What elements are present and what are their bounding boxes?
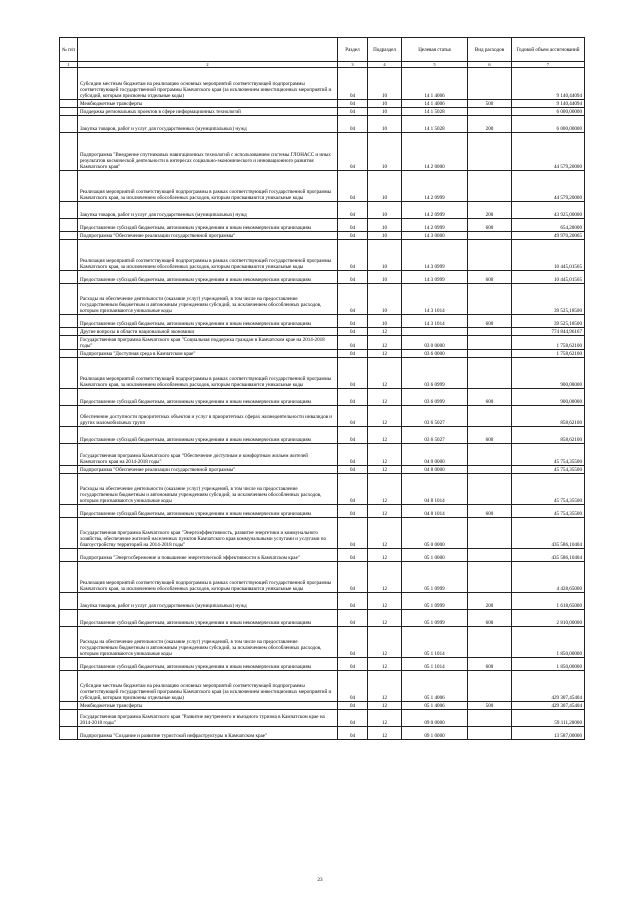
- row-amount-cell: 1 618,65000: [512, 593, 585, 610]
- row-section-cell: 04: [338, 466, 368, 474]
- row-number-cell: [60, 232, 78, 240]
- row-subsection-cell: 10: [368, 108, 402, 116]
- row-number-cell: [60, 315, 78, 328]
- row-number-cell: [60, 610, 78, 627]
- budget-table: [59, 37, 585, 740]
- row-amount-cell: 774 844,96167: [512, 328, 585, 336]
- row-number-cell: [60, 116, 78, 133]
- row-subsection-cell: 10: [368, 133, 402, 171]
- row-amount-cell: 49 970,20065: [512, 232, 585, 240]
- row-section-cell: 04: [338, 202, 368, 219]
- header-target-article: Целевая статья: [402, 38, 468, 62]
- row-section-cell: 04: [338, 171, 368, 202]
- header-section: Раздел: [338, 38, 368, 62]
- table-row: [60, 358, 585, 389]
- row-section-cell: 04: [338, 627, 368, 658]
- row-name-cell: Расходы на обеспечение деятельности (оказание услуг) учреждений, в том числе на предоставление государственным бюджетным и автономным учреждениям субсидий, за исключением обособленных расходов, которым присваиваются уникальные коды: [78, 284, 338, 315]
- row-name-cell: Другие вопросы в области национальной экономики: [78, 328, 338, 336]
- row-name-cell: Подпрограмма "Обеспечение реализации государственной программы": [78, 232, 338, 240]
- row-section-cell: 04: [338, 133, 368, 171]
- row-target-article-cell: 14 3 0999: [402, 240, 468, 271]
- row-section-cell: 04: [338, 232, 368, 240]
- row-expense-type-cell: 200: [468, 202, 512, 219]
- column-index: 5: [402, 62, 468, 68]
- row-number-cell: [60, 171, 78, 202]
- row-expense-type-cell: [468, 68, 512, 100]
- row-number-cell: [60, 658, 78, 671]
- row-expense-type-cell: [468, 710, 512, 727]
- row-subsection-cell: 10: [368, 271, 402, 284]
- row-target-article-cell: 05 1 4006: [402, 702, 468, 710]
- row-target-article-cell: 04 8 1014: [402, 505, 468, 518]
- row-name-cell: Предоставление субсидий бюджетным, автономным учреждениям и иным некоммерческим организациям: [78, 427, 338, 444]
- row-name-cell: Подпрограмма "Энергосбережение и повышение энергетической эффективности в Камчатском крае": [78, 549, 338, 562]
- row-name-cell: Государственная программа Камчатского края "Энергоэффективность, развитие энергетики и коммунального хозяйства, обеспечение жителей населенных пунктов Камчатского края коммунальными услугами и услугами по благоустройству территорий на 2014-2018 годы": [78, 518, 338, 549]
- row-amount-cell: 45 754,35500: [512, 505, 585, 518]
- row-name-cell: Реализация мероприятий соответствующей подпрограммы в рамках соответствующей государственной программы Камчатского края, за исключением обособленных расходов, которым присваиваются уникальные коды: [78, 171, 338, 202]
- row-subsection-cell: 10: [368, 68, 402, 100]
- table-header-row: [60, 38, 585, 62]
- row-number-cell: [60, 627, 78, 658]
- row-subsection-cell: 12: [368, 627, 402, 658]
- row-name-cell: Расходы на обеспечение деятельности (оказание услуг) учреждений, в том числе на предоставление государственным бюджетным и автономным учреждениям субсидий, за исключением обособленных расходов, которым присваиваются уникальные коды: [78, 474, 338, 505]
- row-expense-type-cell: [468, 240, 512, 271]
- row-name-cell: Субсидии местным бюджетам на реализацию основных мероприятий соответствующей подпрограммы соответствующей государственной программы Камчатского края (за исключением инвестиционных мероприятий и субсидий, которым присвоены отдельные коды): [78, 671, 338, 702]
- column-index: 4: [368, 62, 402, 68]
- row-number-cell: [60, 219, 78, 232]
- row-amount-cell: 900,00000: [512, 358, 585, 389]
- row-name-cell: Расходы на обеспечение деятельности (оказание услуг) учреждений, в том числе на предоставление государственным бюджетным и автономным учреждениям субсидий, за исключением обособленных расходов, которым присваиваются уникальные коды: [78, 627, 338, 658]
- row-section-cell: 04: [338, 406, 368, 427]
- row-section-cell: 04: [338, 710, 368, 727]
- row-number-cell: [60, 328, 78, 336]
- row-section-cell: 04: [338, 284, 368, 315]
- row-name-cell: Межбюджетные трансферты: [78, 702, 338, 710]
- row-subsection-cell: 12: [368, 474, 402, 505]
- row-expense-type-cell: 200: [468, 116, 512, 133]
- row-number-cell: [60, 710, 78, 727]
- table-row: [60, 671, 585, 702]
- table-row: [60, 350, 585, 358]
- row-number-cell: [60, 336, 78, 350]
- row-amount-cell: 429 307,45404: [512, 671, 585, 702]
- row-expense-type-cell: [468, 474, 512, 505]
- row-name-cell: Закупка товаров, работ и услуг для государственных (муниципальных) нужд: [78, 593, 338, 610]
- row-name-cell: Государственная программа Камчатского края "Развитие внутреннего и въездного туризма в Камчатском крае на 2014-2018 годы": [78, 710, 338, 727]
- header-name: [78, 38, 338, 62]
- row-section-cell: 04: [338, 271, 368, 284]
- row-subsection-cell: 12: [368, 610, 402, 627]
- column-index: 1: [60, 62, 78, 68]
- table-row: [60, 702, 585, 710]
- row-subsection-cell: 12: [368, 549, 402, 562]
- row-target-article-cell: 09 0 0000: [402, 710, 468, 727]
- row-name-cell: Государственная программа Камчатского края "Социальная поддержка граждан в Камчатском крае на 2014-2018 годы": [78, 336, 338, 350]
- table-row: [60, 108, 585, 116]
- row-subsection-cell: 10: [368, 219, 402, 232]
- row-amount-cell: 1 758,62100: [512, 336, 585, 350]
- row-subsection-cell: 10: [368, 116, 402, 133]
- row-expense-type-cell: [468, 358, 512, 389]
- table-body: [60, 68, 585, 740]
- row-section-cell: 04: [338, 108, 368, 116]
- row-number-cell: [60, 100, 78, 108]
- row-target-article-cell: 14 3 0000: [402, 232, 468, 240]
- row-target-article-cell: 05 1 0999: [402, 562, 468, 593]
- row-section-cell: 04: [338, 444, 368, 466]
- row-number-cell: [60, 727, 78, 740]
- row-subsection-cell: 10: [368, 171, 402, 202]
- column-index: 6: [468, 62, 512, 68]
- table-row: [60, 627, 585, 658]
- row-expense-type-cell: [468, 350, 512, 358]
- table-row: [60, 474, 585, 505]
- row-number-cell: [60, 549, 78, 562]
- row-target-article-cell: 03 6 0999: [402, 389, 468, 406]
- row-subsection-cell: 12: [368, 702, 402, 710]
- table-row: [60, 240, 585, 271]
- row-subsection-cell: 12: [368, 444, 402, 466]
- row-name-cell: Реализация мероприятий соответствующей подпрограммы в рамках соответствующей государственной программы Камчатского края, за исключением обособленных расходов, которым присваиваются уникальные коды: [78, 240, 338, 271]
- row-name-cell: Подпрограмма "Создание и развитие туристской инфраструктуры в Камчатском крае": [78, 727, 338, 740]
- row-target-article-cell: 14 1 4006: [402, 68, 468, 100]
- row-target-article-cell: 05 1 0000: [402, 549, 468, 562]
- row-section-cell: 04: [338, 336, 368, 350]
- row-number-cell: [60, 406, 78, 427]
- row-subsection-cell: 12: [368, 593, 402, 610]
- row-expense-type-cell: [468, 171, 512, 202]
- row-subsection-cell: 12: [368, 358, 402, 389]
- table-row: [60, 444, 585, 466]
- row-number-cell: [60, 466, 78, 474]
- row-subsection-cell: 12: [368, 518, 402, 549]
- row-target-article-cell: 04 8 0000: [402, 466, 468, 474]
- table-row: [60, 171, 585, 202]
- row-expense-type-cell: 500: [468, 100, 512, 108]
- row-section-cell: 04: [338, 727, 368, 740]
- row-amount-cell: 2 810,00000: [512, 610, 585, 627]
- row-section-cell: 04: [338, 315, 368, 328]
- row-section-cell: 04: [338, 610, 368, 627]
- row-amount-cell: 9 140,44094: [512, 68, 585, 100]
- row-amount-cell: 44 579,20000: [512, 171, 585, 202]
- row-amount-cell: 10 445,01565: [512, 240, 585, 271]
- row-expense-type-cell: [468, 518, 512, 549]
- row-number-cell: [60, 284, 78, 315]
- header-expense-type: Вид расходов: [468, 38, 512, 62]
- table-row: [60, 406, 585, 427]
- row-section-cell: 04: [338, 240, 368, 271]
- row-number-cell: [60, 702, 78, 710]
- row-section-cell: 04: [338, 658, 368, 671]
- row-amount-cell: 435 586,10404: [512, 549, 585, 562]
- row-name-cell: Субсидии местным бюджетам на реализацию основных мероприятий соответствующей подпрограммы соответствующей государственной программы Камчатского края (за исключением инвестиционных мероприятий и субсидий, которым присвоены отдельные коды): [78, 68, 338, 100]
- row-expense-type-cell: [468, 284, 512, 315]
- row-expense-type-cell: 600: [468, 505, 512, 518]
- row-subsection-cell: 12: [368, 671, 402, 702]
- row-number-cell: [60, 518, 78, 549]
- row-target-article-cell: 05 1 1014: [402, 658, 468, 671]
- row-name-cell: Предоставление субсидий бюджетным, автономным учреждениям и иным некоммерческим организациям: [78, 389, 338, 406]
- row-expense-type-cell: [468, 133, 512, 171]
- column-index: 3: [338, 62, 368, 68]
- table-row: [60, 328, 585, 336]
- row-number-cell: [60, 350, 78, 358]
- row-target-article-cell: 03 6 5027: [402, 406, 468, 427]
- row-expense-type-cell: 600: [468, 315, 512, 328]
- row-number-cell: [60, 358, 78, 389]
- row-subsection-cell: 12: [368, 710, 402, 727]
- row-subsection-cell: 12: [368, 336, 402, 350]
- page-number: 23: [317, 877, 323, 883]
- row-section-cell: 04: [338, 389, 368, 406]
- row-subsection-cell: 12: [368, 505, 402, 518]
- row-target-article-cell: 14 1 4006: [402, 100, 468, 108]
- header-annual-amount: Годовой объем ассигнований: [512, 38, 585, 62]
- row-section-cell: 04: [338, 702, 368, 710]
- row-target-article-cell: 04 8 1014: [402, 474, 468, 505]
- row-amount-cell: 1 850,00000: [512, 658, 585, 671]
- table-row: [60, 427, 585, 444]
- row-expense-type-cell: 600: [468, 658, 512, 671]
- row-subsection-cell: 12: [368, 727, 402, 740]
- row-section-cell: 04: [338, 505, 368, 518]
- row-number-cell: [60, 389, 78, 406]
- row-section-cell: 04: [338, 671, 368, 702]
- row-expense-type-cell: [468, 466, 512, 474]
- row-subsection-cell: 12: [368, 389, 402, 406]
- row-amount-cell: 6 000,00000: [512, 116, 585, 133]
- table-row: [60, 710, 585, 727]
- table-row: [60, 549, 585, 562]
- table-row: [60, 315, 585, 328]
- row-number-cell: [60, 593, 78, 610]
- row-number-cell: [60, 271, 78, 284]
- row-subsection-cell: 10: [368, 240, 402, 271]
- table-row: [60, 271, 585, 284]
- column-index: 7: [512, 62, 585, 68]
- row-amount-cell: 900,00000: [512, 389, 585, 406]
- row-section-cell: 04: [338, 350, 368, 358]
- row-amount-cell: 45 754,35500: [512, 466, 585, 474]
- row-section-cell: 04: [338, 518, 368, 549]
- table-row: [60, 202, 585, 219]
- table-row: [60, 100, 585, 108]
- row-subsection-cell: 12: [368, 562, 402, 593]
- row-section-cell: 04: [338, 68, 368, 100]
- row-section-cell: 04: [338, 116, 368, 133]
- row-amount-cell: 858,62100: [512, 406, 585, 427]
- row-target-article-cell: 05 1 0999: [402, 610, 468, 627]
- row-subsection-cell: 12: [368, 328, 402, 336]
- row-amount-cell: 13 587,00000: [512, 727, 585, 740]
- row-number-cell: [60, 505, 78, 518]
- row-name-cell: Поддержка региональных проектов в сфере информационных технологий: [78, 108, 338, 116]
- row-subsection-cell: 12: [368, 466, 402, 474]
- row-name-cell: Предоставление субсидий бюджетным, автономным учреждениям и иным некоммерческим организациям: [78, 505, 338, 518]
- row-number-cell: [60, 133, 78, 171]
- row-target-article-cell: 14 2 0000: [402, 133, 468, 171]
- row-amount-cell: 10 445,01565: [512, 271, 585, 284]
- row-expense-type-cell: 600: [468, 219, 512, 232]
- row-expense-type-cell: [468, 108, 512, 116]
- row-expense-type-cell: 600: [468, 610, 512, 627]
- row-number-cell: [60, 671, 78, 702]
- row-name-cell: Подпрограмма "Внедрение спутниковых навигационных технологий с использованием системы ГЛОНАСС и иных результатов космической деятельности в интересах социально-экономического и инновационного развития Камчатского края": [78, 133, 338, 171]
- row-expense-type-cell: [468, 627, 512, 658]
- row-section-cell: 04: [338, 100, 368, 108]
- row-target-article-cell: 05 1 4006: [402, 671, 468, 702]
- column-index: 2: [78, 62, 338, 68]
- row-target-article-cell: 05 0 0000: [402, 518, 468, 549]
- row-section-cell: 04: [338, 328, 368, 336]
- table-row: [60, 389, 585, 406]
- row-name-cell: Предоставление субсидий бюджетным, автономным учреждениям и иным некоммерческим организациям: [78, 315, 338, 328]
- row-target-article-cell: 14 1 5028: [402, 108, 468, 116]
- row-name-cell: Реализация мероприятий соответствующей подпрограммы в рамках соответствующей государственной программы Камчатского края, за исключением обособленных расходов, которым присваиваются уникальные коды: [78, 358, 338, 389]
- row-name-cell: Подпрограмма "Обеспечение реализации государственной программы": [78, 466, 338, 474]
- row-section-cell: 04: [338, 562, 368, 593]
- table-row: [60, 466, 585, 474]
- table-row: [60, 562, 585, 593]
- row-expense-type-cell: [468, 727, 512, 740]
- row-amount-cell: 4 428,65000: [512, 562, 585, 593]
- header-num: № п/п: [60, 38, 78, 62]
- row-amount-cell: 6 000,00000: [512, 108, 585, 116]
- row-section-cell: 04: [338, 474, 368, 505]
- row-expense-type-cell: [468, 671, 512, 702]
- table-row: [60, 593, 585, 610]
- row-name-cell: Предоставление субсидий бюджетным, автономным учреждениям и иным некоммерческим организациям: [78, 610, 338, 627]
- budget-document: [59, 37, 584, 740]
- row-target-article-cell: 03 6 0000: [402, 350, 468, 358]
- row-target-article-cell: 09 1 0000: [402, 727, 468, 740]
- table-row: [60, 505, 585, 518]
- row-name-cell: Подпрограмма "Доступная среда в Камчатском крае": [78, 350, 338, 358]
- row-subsection-cell: 12: [368, 406, 402, 427]
- row-subsection-cell: 12: [368, 427, 402, 444]
- row-name-cell: Предоставление субсидий бюджетным, автономным учреждениям и иным некоммерческим организациям: [78, 219, 338, 232]
- row-amount-cell: 1 850,00000: [512, 627, 585, 658]
- row-amount-cell: 9 140,44094: [512, 100, 585, 108]
- row-amount-cell: 429 307,45404: [512, 702, 585, 710]
- row-subsection-cell: 12: [368, 350, 402, 358]
- row-amount-cell: 59 111,20000: [512, 710, 585, 727]
- table-row: [60, 284, 585, 315]
- row-section-cell: 04: [338, 593, 368, 610]
- row-target-article-cell: 14 2 0999: [402, 219, 468, 232]
- row-subsection-cell: 10: [368, 202, 402, 219]
- table-row: [60, 727, 585, 740]
- table-row: [60, 68, 585, 100]
- row-number-cell: [60, 427, 78, 444]
- row-number-cell: [60, 444, 78, 466]
- row-expense-type-cell: 500: [468, 702, 512, 710]
- table-row: [60, 518, 585, 549]
- row-target-article-cell: 14 3 0999: [402, 271, 468, 284]
- row-amount-cell: 39 525,18500: [512, 284, 585, 315]
- row-number-cell: [60, 202, 78, 219]
- row-amount-cell: 39 525,18500: [512, 315, 585, 328]
- header-subsection: Подраздел: [368, 38, 402, 62]
- row-name-cell: Закупка товаров, работ и услуг для государственных (муниципальных) нужд: [78, 202, 338, 219]
- row-target-article-cell: 04 0 0000: [402, 444, 468, 466]
- row-expense-type-cell: [468, 444, 512, 466]
- row-expense-type-cell: [468, 406, 512, 427]
- row-expense-type-cell: 200: [468, 593, 512, 610]
- row-target-article-cell: 14 2 0999: [402, 171, 468, 202]
- row-name-cell: Межбюджетные трансферты: [78, 100, 338, 108]
- row-number-cell: [60, 240, 78, 271]
- row-target-article-cell: 03 6 0999: [402, 358, 468, 389]
- row-target-article-cell: [402, 328, 468, 336]
- row-expense-type-cell: [468, 232, 512, 240]
- row-amount-cell: 44 579,20000: [512, 133, 585, 171]
- row-subsection-cell: 10: [368, 100, 402, 108]
- row-target-article-cell: 14 2 0999: [402, 202, 468, 219]
- row-target-article-cell: 14 3 1014: [402, 284, 468, 315]
- row-amount-cell: 858,62100: [512, 427, 585, 444]
- table-row: [60, 658, 585, 671]
- row-amount-cell: 1 758,62100: [512, 350, 585, 358]
- table-row: [60, 116, 585, 133]
- row-target-article-cell: 14 3 1014: [402, 315, 468, 328]
- row-subsection-cell: 10: [368, 232, 402, 240]
- row-amount-cell: 435 586,10404: [512, 518, 585, 549]
- row-number-cell: [60, 562, 78, 593]
- row-number-cell: [60, 474, 78, 505]
- row-name-cell: Предоставление субсидий бюджетным, автономным учреждениям и иным некоммерческим организациям: [78, 271, 338, 284]
- row-expense-type-cell: 600: [468, 271, 512, 284]
- row-section-cell: 04: [338, 427, 368, 444]
- row-target-article-cell: 03 6 5027: [402, 427, 468, 444]
- table-row: [60, 610, 585, 627]
- table-row: [60, 336, 585, 350]
- row-target-article-cell: 05 1 0999: [402, 593, 468, 610]
- row-name-cell: Предоставление субсидий бюджетным, автономным учреждениям и иным некоммерческим организациям: [78, 658, 338, 671]
- row-expense-type-cell: [468, 549, 512, 562]
- table-row: [60, 219, 585, 232]
- row-amount-cell: 654,20000: [512, 219, 585, 232]
- row-expense-type-cell: 600: [468, 427, 512, 444]
- row-subsection-cell: 10: [368, 315, 402, 328]
- row-expense-type-cell: 600: [468, 389, 512, 406]
- row-expense-type-cell: [468, 336, 512, 350]
- row-section-cell: 04: [338, 219, 368, 232]
- row-section-cell: 04: [338, 549, 368, 562]
- row-amount-cell: 43 925,00000: [512, 202, 585, 219]
- row-name-cell: Закупка товаров, работ и услуг для государственных (муниципальных) нужд: [78, 116, 338, 133]
- row-amount-cell: 45 754,35500: [512, 474, 585, 505]
- row-name-cell: Государственная программа Камчатского края "Обеспечение доступным и комфортным жильем жителей Камчатского края на 2014-2018 годы": [78, 444, 338, 466]
- row-number-cell: [60, 68, 78, 100]
- row-name-cell: Обеспечение доступности приоритетных объектов и услуг в приоритетных сферах жизнедеятельности инвалидов и других маломобильных групп: [78, 406, 338, 427]
- row-target-article-cell: 14 1 5028: [402, 116, 468, 133]
- row-target-article-cell: 05 1 1014: [402, 627, 468, 658]
- row-amount-cell: 45 754,35500: [512, 444, 585, 466]
- row-expense-type-cell: [468, 328, 512, 336]
- row-expense-type-cell: [468, 562, 512, 593]
- row-subsection-cell: 10: [368, 284, 402, 315]
- row-number-cell: [60, 108, 78, 116]
- row-name-cell: Реализация мероприятий соответствующей подпрограммы в рамках соответствующей государственной программы Камчатского края, за исключением обособленных расходов, которым присваиваются уникальные коды: [78, 562, 338, 593]
- row-section-cell: 04: [338, 358, 368, 389]
- table-row: [60, 133, 585, 171]
- table-row: [60, 232, 585, 240]
- row-subsection-cell: 12: [368, 658, 402, 671]
- row-target-article-cell: 03 0 0000: [402, 336, 468, 350]
